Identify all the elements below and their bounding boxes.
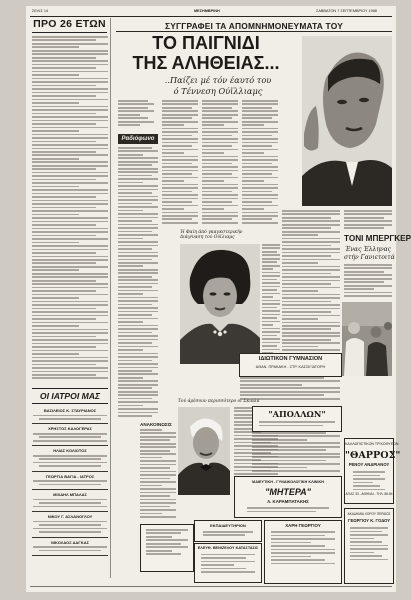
dance-academy-ad (344, 508, 394, 584)
feature-subtitle-line2: ό Τέννεση Ούϊλλιαμς (173, 86, 263, 96)
apollon-ad (252, 406, 342, 432)
gym-ad-title: ΙΔΙΩΤΙΚΟΝ ΓΥΜΝΑΣΙΟΝ (258, 356, 323, 362)
tharros-ad-phone: ΑΓΙΑΣ 33 - ΑΘΗΝΑΙ - ΤΗΛ. 86.84 (345, 492, 393, 497)
mitera-ad-name: Λ. ΚΑΡΑΜΠΑΤΑΚΗΣ (267, 498, 309, 504)
tharros-ad-pre: ΚΑΛΛΩΠΙΣΤΙΚΟΝ ΤΡΙΧΟΦΥΕΩΝ (345, 442, 399, 446)
dance-academy-title: ΓΕΩΡΓΙΟΥ Κ. ΓΟΔΟΥ (347, 518, 391, 524)
left-heading-box (32, 18, 107, 33)
gym-ad (239, 353, 342, 377)
venizelou-ad (194, 543, 262, 583)
small-bottom-ad (140, 524, 194, 572)
right-story-title: ΤΟΝΙ ΜΠΕΡΓΚΕΡ (344, 234, 411, 243)
doctor-name: ΗΛΙΑΣ ΚΟΛΙΟΤΟΣ (53, 448, 87, 454)
left-column-heading: ΠΡΟ 26 ΕΤΩΝ (33, 18, 106, 30)
doctor-name: ΝΙΚΟΛΑΟΣ ΔΑΓΚΑΣ (51, 539, 89, 545)
doctors-heading-box (32, 388, 108, 404)
faye-photo-caption: Ή Φαίη άπό γκαγκστερικήν Διάγ/ναση τού Ούϊλιαμς (180, 230, 243, 240)
feature-column-1 (162, 100, 198, 226)
doctor-name: ΓΕΩΡΓΙΑ ΒΑΓΙΑ - ΙΑΤΡΟΣ (45, 473, 95, 479)
left-column-text (32, 36, 108, 384)
feature-title-line2: ΤΗΣ ΑΛΗΘΕΙΑΣ... (132, 53, 280, 73)
feature-column-4 (282, 210, 340, 375)
old-man-caption: Τού άρέσουν περισσότερο οί Σκιαλκ (178, 399, 260, 404)
doctor-name: ΒΑΣΙΛΕΙΟΣ Κ. ΣΤΑΥΡΙΑΝΟΣ (43, 408, 97, 413)
doctor-entry (32, 424, 108, 446)
feature-column-5 (344, 210, 392, 234)
group-photo (342, 302, 392, 376)
feature-column-3 (242, 100, 278, 226)
doctor-entry (32, 490, 108, 512)
issue-date: ΣΑΒΒΑΤΟΝ 7 ΣΕΠΤΕΜΒΡΙΟΥ 1968 (316, 9, 377, 13)
feature-column-2 (202, 100, 238, 226)
feature-kicker: ΣΥΓΓΡΑΦΕΙ ΤΑ ΑΠΟΜΝΗΜΟΝΕΥΜΑΤΑ ΤΟΥ (165, 21, 343, 31)
gym-ad-subtitle: ΑΘΑΝ. ΠΡΑΚΑΚΗ - ΣΤΡ. ΚΑΣΣΙΓΙΑΤΟΡΗ (255, 364, 326, 369)
radio-label: Ραδιόφωνο (121, 136, 155, 142)
chari-ad (264, 520, 342, 584)
doctor-entry (32, 406, 108, 424)
tharros-ad (344, 438, 401, 504)
mitera-ad-title: "ΜΗΤΕΡΑ" (265, 486, 311, 497)
doctor-name: ΝΙΚΟΥ Γ. ΑΣΛΑΝΟΓΛΟΥ (47, 514, 93, 520)
dance-academy-pre: ΑΚΑΔΗΜΙΑ ΧΟΡΟΥ ΠΕΡΑΙΩΣ (347, 512, 391, 516)
right-story-subtitle-1: Ένας Έλληνας (344, 246, 392, 253)
doctors-list (32, 406, 108, 586)
doctor-name: ΧΡΗΣΤΟΣ ΚΑΛΟΓΕΡΑΣ (48, 426, 92, 432)
announcements-text (140, 429, 176, 523)
radio-label-box (118, 134, 158, 144)
intro-box (118, 100, 154, 130)
chari-ad-title: ΧΑΡΗ ΓΕΩΡΓΙΟΥ (285, 523, 321, 528)
page-number: ΣΕΛΙΣ 14 (32, 9, 49, 13)
right-story-subtitle-2: στήν Γανιετοιτά (344, 254, 395, 261)
mitera-ad-pre: ΜΑΙΕΥΤΙΚΗ - ΓΥΝΑΙΚΟΛΟΓΙΚΗ ΚΛΙΝΙΚΗ (252, 480, 324, 484)
tharros-ad-title: "ΘΑΡΡΟΣ" (345, 449, 401, 461)
doctor-entry (32, 538, 108, 556)
old-man-photo (178, 407, 230, 495)
feature-title-line1: ΤΟ ΠΑΙΓΝΙΔΙ (152, 33, 260, 53)
announcements-heading: ΑΝΑΚΟΙΝΩΣΙΣ (140, 422, 172, 427)
gym-ad-text (240, 377, 340, 403)
radio-program-listing (118, 147, 158, 422)
feature-column-6 (262, 244, 280, 364)
doctor-entry (32, 512, 108, 537)
feature-subtitle-line1: ..Παίζει μέ τόν έαυτό του (164, 75, 272, 85)
doctor-name: ΜΙΧΑΗΛ ΜΠΑΛΑΣ (53, 492, 87, 498)
apollon-ad-title: "ΑΠΟΛΛΩΝ" (268, 409, 326, 419)
portrait-photo (302, 36, 392, 206)
education-ad-title: ΕΚΠΑΙΔΕΥΤΗΡΙΟΝ (210, 523, 246, 528)
masthead: ΜΕΣΗΜΒΡΙΝΗ (194, 9, 220, 13)
venizelou-ad-title: ΕΛΕΥΘ. ΒΕΝΙΖΕΛΟΥ ΚΑΤΑΣΤΑΣΙΣ (197, 546, 259, 550)
right-story-text (344, 264, 392, 300)
doctor-entry (32, 472, 108, 490)
newspaper-page (26, 6, 411, 592)
actress-photo (180, 244, 260, 364)
doctors-heading: ΟΙ ΙΑΤΡΟΙ ΜΑΣ (39, 391, 101, 401)
education-ad (194, 520, 262, 542)
header-rule (30, 16, 392, 17)
apollon-ad-text (252, 432, 340, 477)
tharros-ad-subtitle: ΡΕΝΟΥ ΑΝΔΡΙΑΝΟΥ (348, 462, 390, 468)
mitera-ad (234, 476, 342, 518)
doctor-entry (32, 446, 108, 471)
